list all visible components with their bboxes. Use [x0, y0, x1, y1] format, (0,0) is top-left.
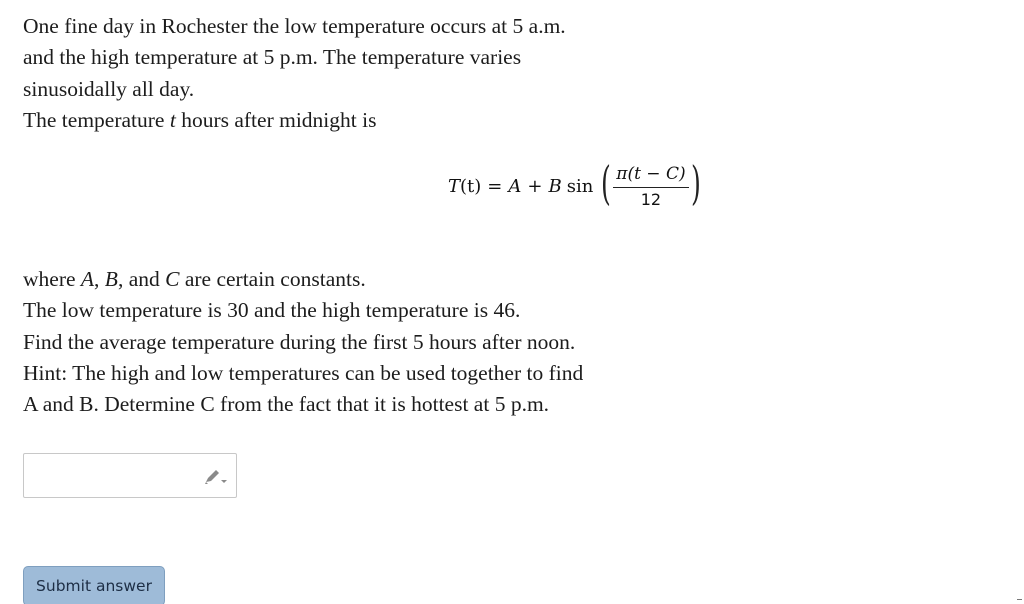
formula-fraction [613, 164, 688, 209]
constant-B: B [104, 267, 118, 291]
intro-line-3: sinusoidally all day. [23, 76, 195, 101]
formula-numerator: π(t − C) [616, 163, 686, 184]
problem-details [23, 264, 583, 420]
variable-t: t [169, 107, 176, 132]
submit-answer-button[interactable]: Submit answer [23, 566, 165, 604]
constants-sep1: , [94, 267, 105, 291]
intro-line-1: One fine day in Rochester the low temperature occurs at 5 a.m. [23, 14, 566, 38]
formula-intro-after: hours after midnight is [175, 107, 377, 132]
constants-sep2: , and [117, 267, 166, 291]
intro-line-2: and the high temperature at 5 p.m. The temperature varies [23, 45, 522, 70]
formula-plus: + [527, 175, 543, 197]
formula-T-args: (t) [460, 175, 482, 197]
detail-line-3: Hint: The high and low temperatures can be used together to find [23, 360, 584, 385]
constants-line [23, 264, 583, 295]
formula-equals: = [487, 175, 503, 197]
formula-T: T [448, 175, 461, 197]
pencil-icon[interactable] [203, 467, 229, 487]
problem-intro [23, 11, 566, 136]
detail-line-1: The low temperature is 30 and the high temperature is 46. [23, 298, 521, 323]
formula-intro-line [23, 105, 566, 136]
formula-sin: sin [566, 175, 594, 197]
temperature-formula [448, 154, 705, 218]
formula-A: A [508, 175, 522, 197]
formula-denominator: 12 [640, 189, 662, 209]
formula-B: B [548, 175, 562, 197]
formula-intro-before: The temperature [23, 107, 170, 132]
edge-divider [1017, 599, 1022, 600]
formula-close-paren: ) [690, 156, 701, 210]
formula-open-paren: ( [601, 156, 612, 210]
constant-A: A [80, 267, 95, 291]
detail-line-4: A and B. Determine C from the fact that it is hottest at 5 p.m. [23, 392, 550, 417]
constants-after: are certain constants. [179, 267, 366, 291]
detail-line-2: Find the average temperature during the first 5 hours after noon. [23, 329, 576, 354]
constants-before: where [23, 267, 81, 291]
constant-C: C [165, 267, 180, 291]
